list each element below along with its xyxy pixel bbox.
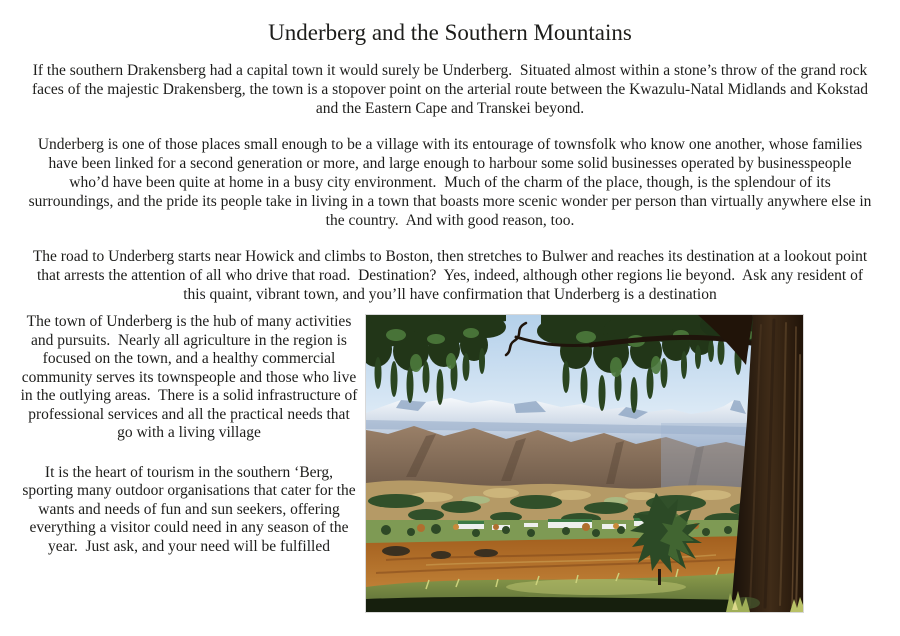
column-paragraph-2: It is the heart of tourism in the southern ‘Berg, sporting many outdoor organisations that cater for the wants and needs of fun and sun seekers, offering everything a visitor could need in any season of the year. Just ask, and your need will be fulfilled <box>22 463 360 555</box>
left-text-column <box>20 313 362 577</box>
page-title: Underberg and the Southern Mountains <box>268 20 632 45</box>
landscape-photo <box>365 314 804 613</box>
intro-section <box>28 61 876 304</box>
column-paragraph-1: The town of Underberg is the hub of many activities and pursuits. Nearly all agriculture in the region is focused on the town, and a healthy commercial community serves its townspeople and those who live in the outlying areas. There is a solid infrastructure of professional services and all the practical needs that go with a living village <box>20 313 362 441</box>
intro-paragraph-3: The road to Underberg starts near Howick and climbs to Boston, then stretches to Bulwer and reaches its destination at a lookout point that arrests the attention of all who drive that road. Destination? Yes, indeed, although other regions lie beyond. Ask any resident of this quaint, vibrant town, and you’ll have confirmation that Underberg is a destination <box>32 248 872 303</box>
landscape-photo-art <box>366 315 803 612</box>
intro-paragraph-2: Underberg is one of those places small enough to be a village with its entourage of townsfolk who know one another, whose families have been linked for a second generation or more, and large enough to harbour some solid businesses operated by businesspeople who’d have been quite at home in a busy city environment. Much of the charm of the place, though, is the splendour of its surroundings, and the pride its people take in living in a town that boasts more scenic wonder per person than virtually anywhere else in the country. And with good reason, too. <box>28 136 876 229</box>
intro-paragraph-1: If the southern Drakensberg had a capital town it would surely be Underberg. Situated almost within a stone’s throw of the grand rock faces of the majestic Drakensberg, the town is a stopover point on the arterial route between the Kwazulu-Natal Midlands and Kokstad and the Eastern Cape and Transkei beyond. <box>31 62 872 117</box>
